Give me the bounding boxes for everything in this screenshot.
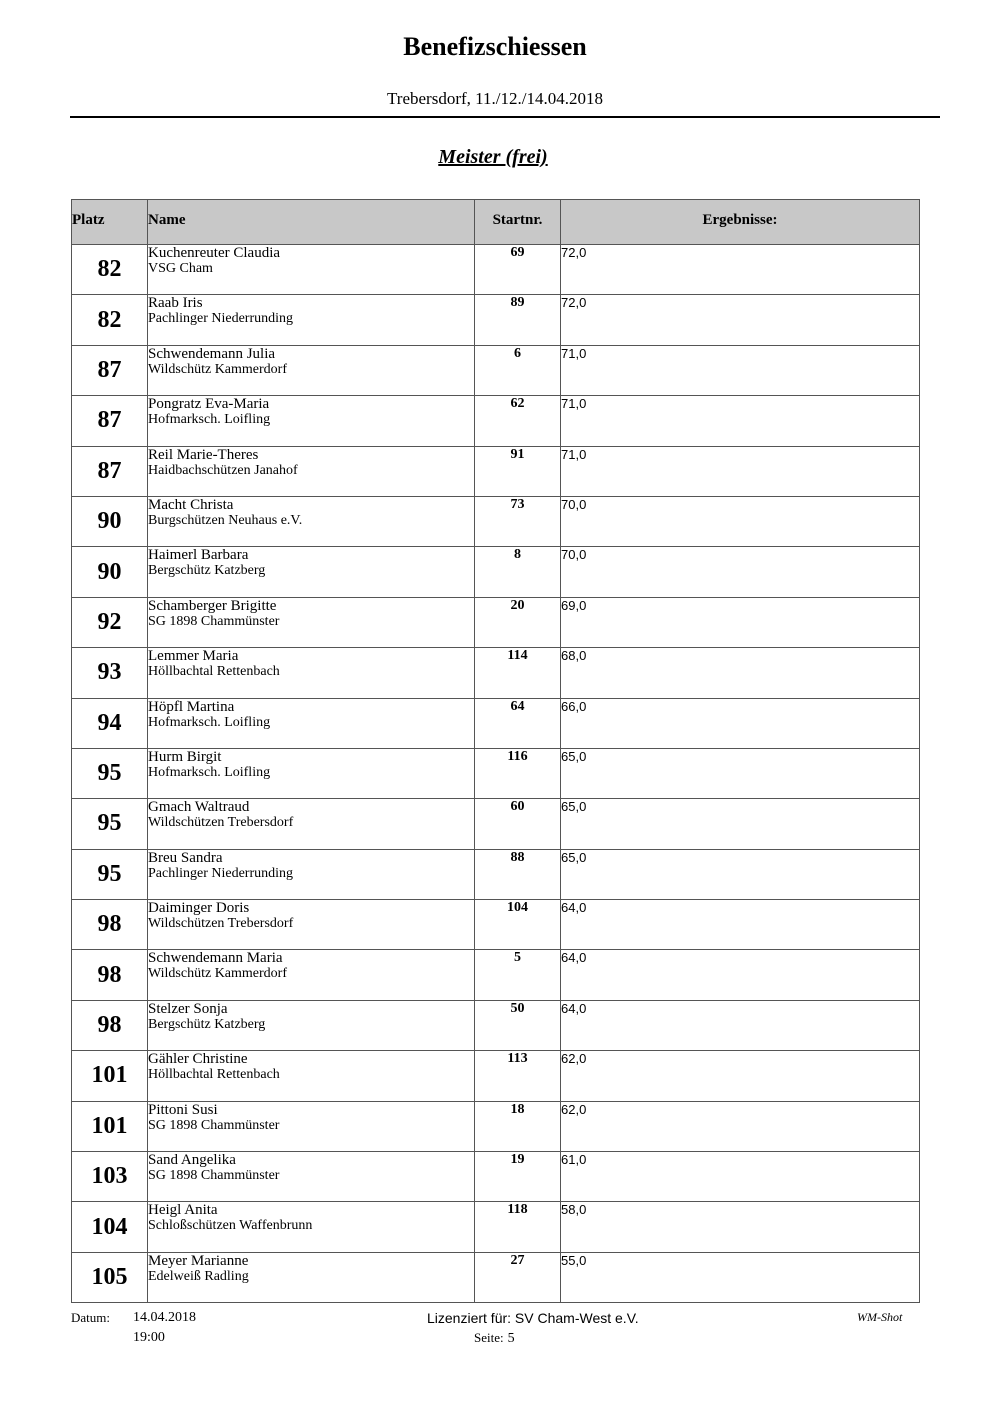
club-name: Bergschütz Katzberg — [148, 563, 266, 579]
rank-cell: 90 — [72, 547, 148, 597]
shooter-name: Sand Angelika — [148, 1152, 236, 1169]
club-name: Höllbachtal Rettenbach — [148, 664, 280, 680]
results-header-row — [72, 200, 920, 245]
result-cell: 71,0 — [561, 396, 920, 446]
rank-cell: 95 — [72, 748, 148, 798]
result-cell: 72,0 — [561, 295, 920, 345]
name-cell — [148, 849, 475, 899]
start-number-cell: 69 — [475, 245, 561, 295]
category-heading: Meister (frei) — [438, 146, 548, 168]
result-cell: 71,0 — [561, 446, 920, 496]
start-number-cell: 73 — [475, 496, 561, 546]
name-cell — [148, 597, 475, 647]
name-cell — [148, 496, 475, 546]
name-cell — [148, 950, 475, 1000]
club-name: Haidbachschützen Janahof — [148, 462, 298, 478]
name-cell — [148, 1152, 475, 1202]
rank-cell: 87 — [72, 345, 148, 395]
start-number-cell: 19 — [475, 1152, 561, 1202]
result-cell: 70,0 — [561, 496, 920, 546]
result-cell: 65,0 — [561, 799, 920, 849]
club-name: Schloßschützen Waffenbrunn — [148, 1218, 313, 1234]
shooter-name: Reil Marie-Theres — [148, 446, 259, 463]
footer-date-label: Datum: — [71, 1310, 110, 1325]
page-title: Benefizschiessen — [403, 32, 587, 61]
result-cell: 64,0 — [561, 900, 920, 950]
table-row — [72, 345, 920, 395]
shooter-name: Gmach Waltraud — [148, 799, 250, 816]
name-cell — [148, 698, 475, 748]
table-row — [72, 1252, 920, 1302]
start-number-cell: 50 — [475, 1000, 561, 1050]
table-row — [72, 496, 920, 546]
table-row — [72, 799, 920, 849]
name-cell — [148, 900, 475, 950]
shooter-name: Gähler Christine — [148, 1051, 248, 1068]
club-name: Hofmarksch. Loifling — [148, 714, 271, 730]
table-row — [72, 698, 920, 748]
rank-cell: 90 — [72, 496, 148, 546]
name-cell — [148, 1202, 475, 1252]
result-cell: 68,0 — [561, 648, 920, 698]
result-cell: 55,0 — [561, 1252, 920, 1302]
table-row — [72, 1202, 920, 1252]
result-cell: 64,0 — [561, 950, 920, 1000]
event-location-date: Trebersdorf, 11./12./14.04.2018 — [387, 89, 603, 108]
start-number-cell: 8 — [475, 547, 561, 597]
start-number-cell: 113 — [475, 1051, 561, 1101]
result-cell: 58,0 — [561, 1202, 920, 1252]
rank-cell: 87 — [72, 396, 148, 446]
club-name: SG 1898 Chammünster — [148, 1117, 280, 1133]
start-number-cell: 116 — [475, 748, 561, 798]
header-divider — [70, 116, 940, 118]
table-row — [72, 1000, 920, 1050]
column-header-ergebnisse: Ergebnisse: — [561, 200, 920, 245]
rank-cell: 104 — [72, 1202, 148, 1252]
name-cell — [148, 345, 475, 395]
shooter-name: Schamberger Brigitte — [148, 597, 277, 614]
name-cell — [148, 245, 475, 295]
table-row — [72, 1152, 920, 1202]
footer-license: Lizenziert für: SV Cham-West e.V. — [427, 1310, 639, 1326]
name-cell — [148, 1000, 475, 1050]
club-name: Wildschützen Trebersdorf — [148, 916, 294, 932]
name-cell — [148, 396, 475, 446]
shooter-name: Breu Sandra — [148, 849, 223, 866]
start-number-cell: 18 — [475, 1101, 561, 1151]
result-cell: 61,0 — [561, 1152, 920, 1202]
rank-cell: 93 — [72, 648, 148, 698]
club-name: Pachlinger Niederrunding — [148, 311, 294, 327]
name-cell — [148, 1252, 475, 1302]
start-number-cell: 114 — [475, 648, 561, 698]
rank-cell: 105 — [72, 1252, 148, 1302]
club-name: Hofmarksch. Loifling — [148, 412, 271, 428]
start-number-cell: 89 — [475, 295, 561, 345]
shooter-name: Pittoni Susi — [148, 1101, 218, 1118]
rank-cell: 82 — [72, 295, 148, 345]
results-body — [72, 245, 920, 1303]
club-name: Edelweiß Radling — [148, 1268, 249, 1284]
result-cell: 65,0 — [561, 748, 920, 798]
start-number-cell: 88 — [475, 849, 561, 899]
start-number-cell: 62 — [475, 396, 561, 446]
table-row — [72, 446, 920, 496]
rank-cell: 82 — [72, 245, 148, 295]
name-cell — [148, 1101, 475, 1151]
table-row — [72, 295, 920, 345]
result-cell: 62,0 — [561, 1051, 920, 1101]
rank-cell: 95 — [72, 799, 148, 849]
club-name: VSG Cham — [148, 261, 213, 276]
column-header-name: Name — [148, 200, 475, 245]
footer-page-label: Seite: — [474, 1330, 504, 1345]
name-cell — [148, 1051, 475, 1101]
shooter-name: Hurm Birgit — [148, 748, 222, 765]
table-row — [72, 849, 920, 899]
start-number-cell: 118 — [475, 1202, 561, 1252]
rank-cell: 98 — [72, 1000, 148, 1050]
table-row — [72, 900, 920, 950]
table-row — [72, 396, 920, 446]
shooter-name: Stelzer Sonja — [148, 1000, 228, 1017]
start-number-cell: 64 — [475, 698, 561, 748]
table-row — [72, 597, 920, 647]
start-number-cell: 91 — [475, 446, 561, 496]
rank-cell: 87 — [72, 446, 148, 496]
club-name: Pachlinger Niederrunding — [148, 865, 294, 881]
start-number-cell: 6 — [475, 345, 561, 395]
shooter-name: Daiminger Doris — [148, 900, 250, 917]
rank-cell: 92 — [72, 597, 148, 647]
shooter-name: Höpfl Martina — [148, 698, 235, 715]
shooter-name: Schwendemann Maria — [148, 950, 283, 967]
table-row — [72, 245, 920, 295]
footer-software-brand: WM-Shot — [857, 1310, 903, 1324]
rank-cell: 103 — [72, 1152, 148, 1202]
result-cell: 62,0 — [561, 1101, 920, 1151]
club-name: Höllbachtal Rettenbach — [148, 1067, 280, 1083]
start-number-cell: 104 — [475, 900, 561, 950]
footer-date: 14.04.2018 — [133, 1310, 196, 1325]
shooter-name: Macht Christa — [148, 496, 234, 513]
club-name: Wildschützen Trebersdorf — [148, 815, 294, 831]
name-cell — [148, 295, 475, 345]
table-row — [72, 1101, 920, 1151]
footer-time: 19:00 — [133, 1330, 165, 1345]
footer-page — [474, 1330, 515, 1347]
club-name: Wildschütz Kammerdorf — [148, 966, 288, 982]
shooter-name: Haimerl Barbara — [148, 547, 249, 564]
start-number-cell: 27 — [475, 1252, 561, 1302]
club-name: SG 1898 Chammünster — [148, 1168, 280, 1184]
shooter-name: Schwendemann Julia — [148, 345, 276, 362]
club-name: Bergschütz Katzberg — [148, 1016, 266, 1032]
table-row — [72, 1051, 920, 1101]
rank-cell: 94 — [72, 698, 148, 748]
club-name: Hofmarksch. Loifling — [148, 764, 271, 780]
footer-page-number: 5 — [507, 1331, 515, 1346]
rank-cell: 98 — [72, 950, 148, 1000]
result-cell: 71,0 — [561, 345, 920, 395]
result-cell: 64,0 — [561, 1000, 920, 1050]
table-row — [72, 547, 920, 597]
rank-cell: 101 — [72, 1051, 148, 1101]
rank-cell: 101 — [72, 1101, 148, 1151]
name-cell — [148, 799, 475, 849]
rank-cell: 98 — [72, 900, 148, 950]
shooter-name: Raab Iris — [148, 295, 203, 312]
shooter-name: Kuchenreuter Claudia — [148, 245, 281, 261]
start-number-cell: 20 — [475, 597, 561, 647]
start-number-cell: 5 — [475, 950, 561, 1000]
results-table — [71, 199, 920, 1303]
column-header-platz: Platz — [72, 200, 148, 245]
result-cell: 69,0 — [561, 597, 920, 647]
table-row — [72, 748, 920, 798]
name-cell — [148, 547, 475, 597]
result-cell: 70,0 — [561, 547, 920, 597]
column-header-startnr: Startnr. — [475, 200, 561, 245]
table-row — [72, 648, 920, 698]
shooter-name: Pongratz Eva-Maria — [148, 396, 270, 413]
rank-cell: 95 — [72, 849, 148, 899]
club-name: Wildschütz Kammerdorf — [148, 361, 288, 377]
result-cell: 66,0 — [561, 698, 920, 748]
shooter-name: Meyer Marianne — [148, 1252, 249, 1269]
shooter-name: Heigl Anita — [148, 1202, 218, 1219]
club-name: Burgschützen Neuhaus e.V. — [148, 512, 303, 528]
shooter-name: Lemmer Maria — [148, 648, 239, 665]
result-cell: 65,0 — [561, 849, 920, 899]
name-cell — [148, 446, 475, 496]
result-cell: 72,0 — [561, 245, 920, 295]
name-cell — [148, 748, 475, 798]
table-row — [72, 950, 920, 1000]
name-cell — [148, 648, 475, 698]
start-number-cell: 60 — [475, 799, 561, 849]
club-name: SG 1898 Chammünster — [148, 613, 280, 629]
